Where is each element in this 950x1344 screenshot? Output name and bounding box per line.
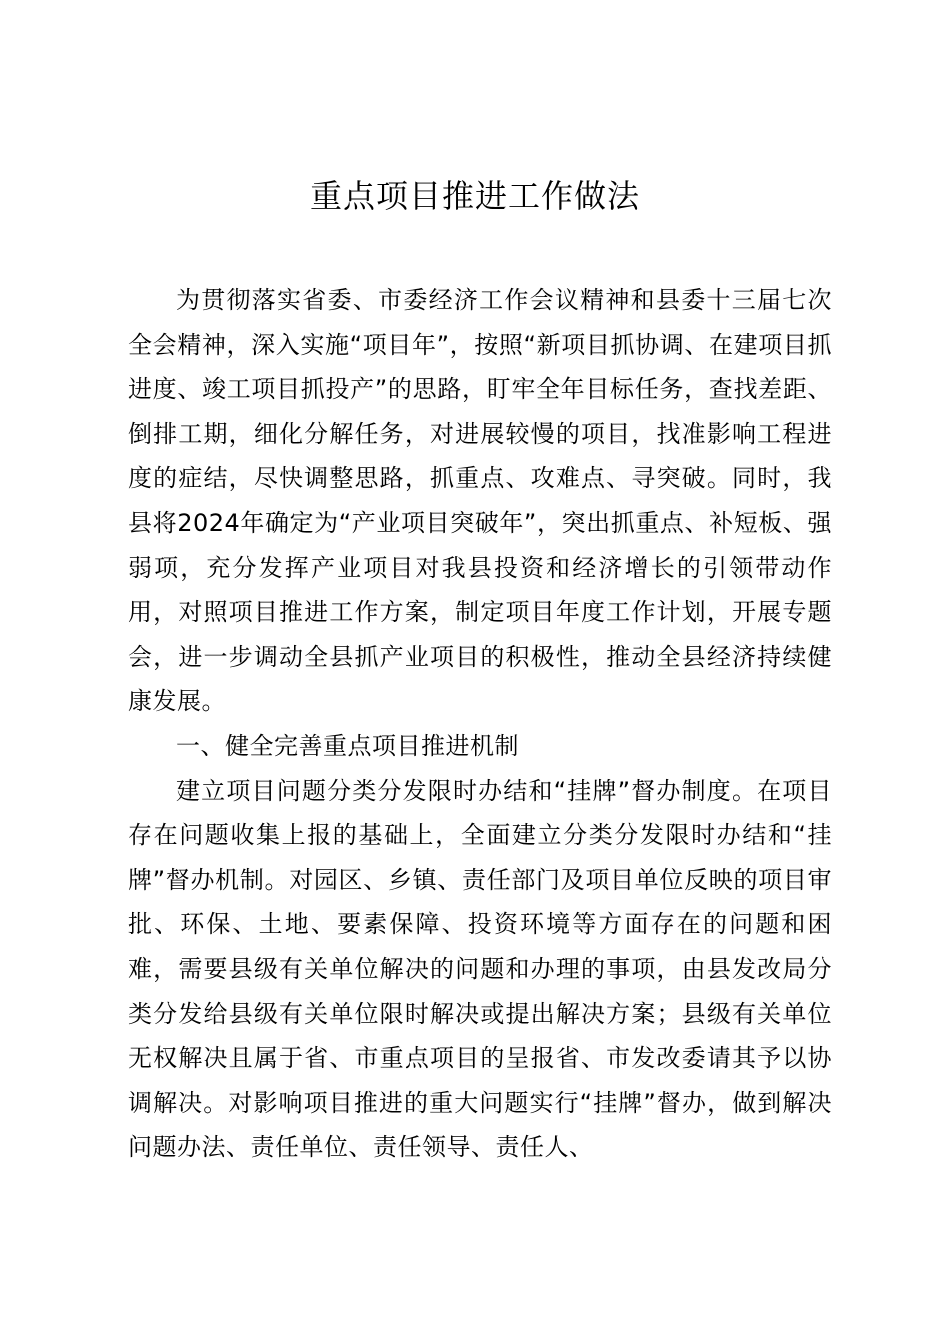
document-body: [128, 278, 832, 1170]
intro-paragraph: 为贯彻落实省委、市委经济工作会议精神和县委十三届七次全会精神，深入实施“项目年”，按照“新项目抓协调、在建项目抓进度、竣工项目抓投产”的思路，盯牢全年目标任务，查找差距、倒排工期，细化分解任务，对进展较慢的项目，找准影响工程进度的症结，尽快调整思路，抓重点、攻难点、寻突破。同时，我县将2024年确定为“产业项目突破年”，突出抓重点、补短板、强弱项，充分发挥产业项目对我县投资和经济增长的引领带动作用，对照项目推进工作方案，制定项目年度工作计划，开展专题会，进一步调动全县抓产业项目的积极性，推动全县经济持续健康发展。: [128, 286, 832, 716]
document-title: 重点项目推进工作做法: [309, 177, 640, 215]
section-heading: 一、健全完善重点项目推进机制: [176, 731, 519, 760]
section-paragraph: 建立项目问题分类分发限时办结和“挂牌”督办制度。在项目存在问题收集上报的基础上，全面建立分类分发限时办结和“挂牌”督办机制。对园区、乡镇、责任部门及项目单位反映的项目审批、环保、土地、要素保障、投资环境等方面存在的问题和困难，需要县级有关单位解决的问题和办理的事项，由县发改局分类分发给县级有关单位限时解决或提出解决方案；县级有关单位无权解决且属于省、市重点项目的呈报省、市发改委请其予以协调解决。对影响项目推进的重大问题实行“挂牌”督办，做到解决问题办法、责任单位、责任领导、责任人、: [128, 776, 832, 1162]
